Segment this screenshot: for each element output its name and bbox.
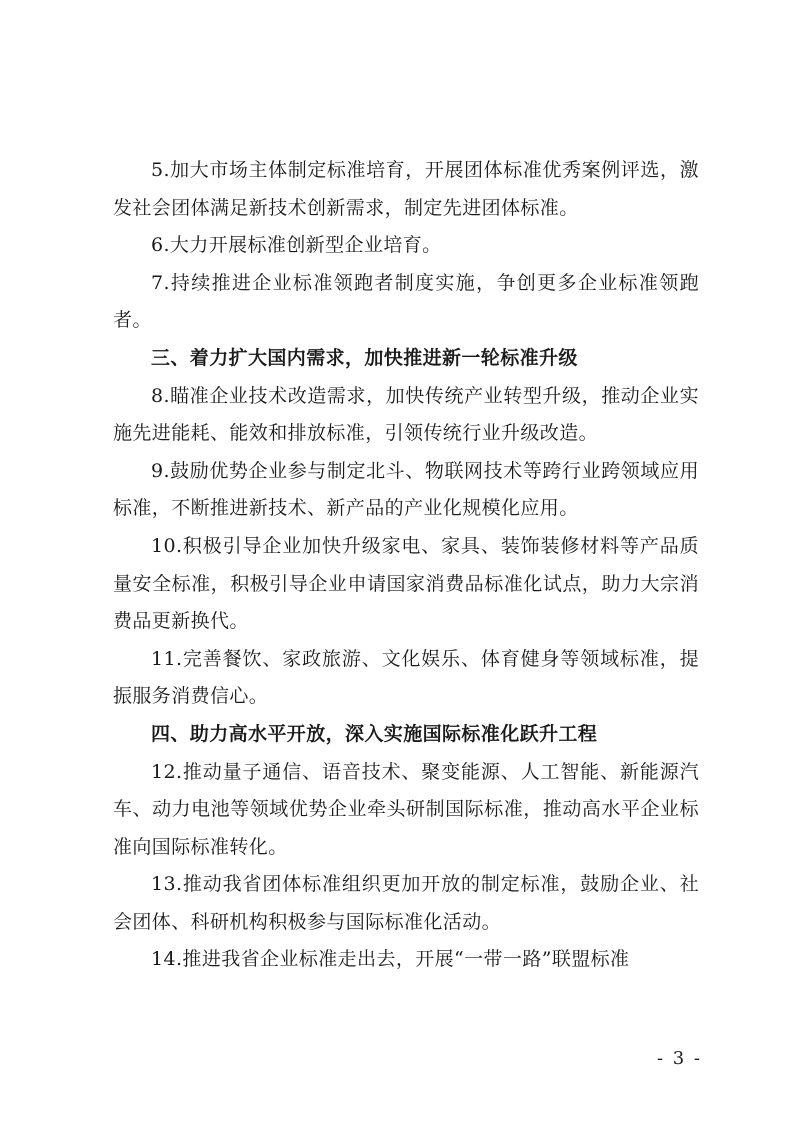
section-heading-3: 三、着力扩大国内需求，加快推进新一轮标准升级 bbox=[151, 346, 578, 369]
page-number: - 3 - bbox=[656, 1048, 702, 1069]
paragraph-11: 11.完善餐饮、家政旅游、文化娱乐、体育健身等领域标准，提振服务消费信心。 bbox=[113, 647, 699, 708]
paragraph-14: 14.推进我省企业标准走出去，开展“一带一路”联盟标准 bbox=[151, 948, 630, 971]
paragraph-7: 7.持续推进企业标准领跑者制度实施，争创更多企业标准领跑者。 bbox=[113, 271, 699, 332]
paragraph-12: 12.推动量子通信、语音技术、聚变能源、人工智能、新能源汽车、动力电池等领域优势企业牵头研制国际标准，推动高水平企业标准向国际标准转化。 bbox=[113, 760, 699, 858]
paragraph-9: 9.鼓励优势企业参与制定北斗、物联网技术等跨行业跨领域应用标准，不断推进新技术、新产品的产业化规模化应用。 bbox=[113, 459, 699, 520]
paragraph-5: 5.加大市场主体制定标准培育，开展团体标准优秀案例评选，激发社会团体满足新技术创新需求，制定先进团体标准。 bbox=[113, 159, 699, 219]
paragraph-13: 13.推动我省团体标准组织更加开放的制定标准，鼓励企业、社会团体、科研机构积极参与国际标准化活动。 bbox=[113, 873, 699, 933]
paragraph-8: 8.瞄准企业技术改造需求，加快传统产业转型升级，推动企业实施先进能耗、能效和排放标准，引领传统行业升级改造。 bbox=[113, 384, 699, 445]
section-heading-4: 四、助力高水平开放，深入实施国际标准化跃升工程 bbox=[151, 722, 598, 745]
document-body bbox=[113, 152, 699, 979]
paragraph-10: 10.积极引导企业加快升级家电、家具、装饰装修材料等产品质量安全标准，积极引导企业申请国家消费品标准化试点，助力大宗消费品更新换代。 bbox=[113, 534, 699, 633]
paragraph-6: 6.大力开展标准创新型企业培育。 bbox=[151, 234, 442, 257]
